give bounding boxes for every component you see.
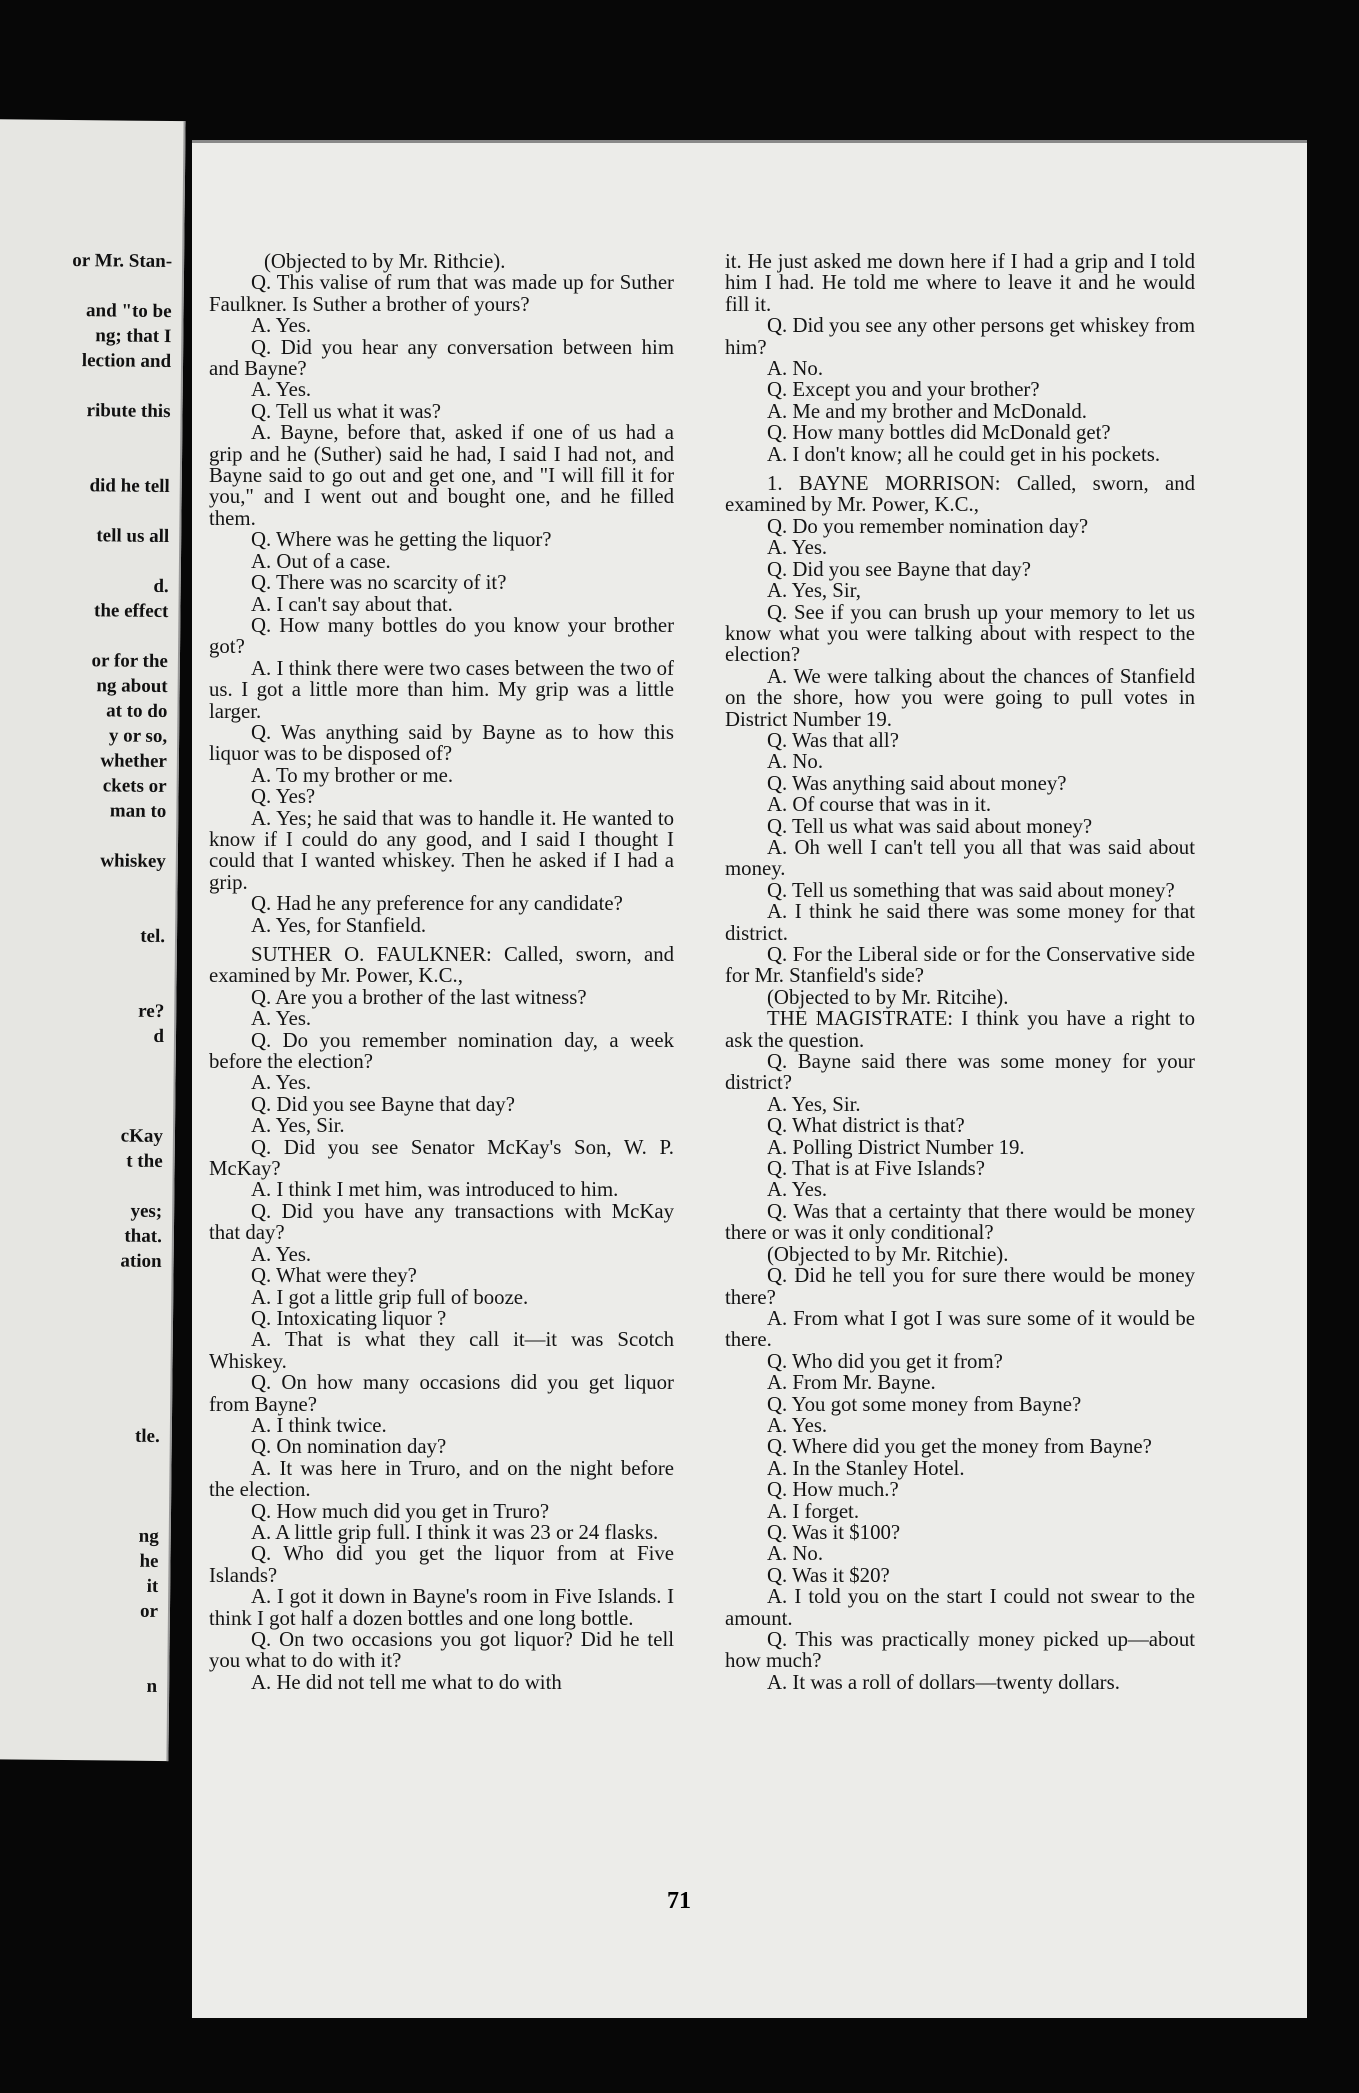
margin-fragment: ng; that I [95, 325, 172, 348]
paragraph: A. From what I got I was sure some of it would be there. [725, 1306, 1195, 1352]
margin-fragment [0, 972, 165, 999]
paragraph: A. Yes. [251, 1007, 312, 1031]
margin-fragment: man to [109, 800, 167, 823]
paragraph: Q. How many bottles did McDonald get? [767, 421, 1111, 445]
paragraph: Q. Intoxicating liquor ? [251, 1306, 447, 1330]
margin-fragment [0, 422, 170, 449]
paragraph: A. Yes. [251, 1242, 312, 1266]
paragraph: (Objected to by Mr. Rithcie). [264, 250, 506, 273]
margin-fragment [0, 1047, 164, 1074]
paragraph: A. I forget. [767, 1499, 860, 1523]
margin-fragment [0, 1322, 161, 1349]
paragraph: A. We were talking about the chances of Stanfield on the shore, how you were going to pull votes in District Number 19. [725, 664, 1195, 731]
margin-fragment: cKay [120, 1125, 164, 1147]
paragraph: A. Yes, Sir. [767, 1092, 861, 1116]
margin-fragment [0, 1472, 159, 1499]
margin-fragment [0, 1497, 159, 1524]
paragraph: A. No. [767, 1542, 824, 1566]
paragraph: Q. This was practically money picked up—about how much? [725, 1628, 1195, 1673]
paragraph: Q. On two occasions you got liquor? Did he tell you what to do with it? [209, 1628, 674, 1673]
paragraph: A. I told you on the start I could not swear to the amount. [725, 1585, 1195, 1630]
paragraph: Q. Except you and your brother? [767, 378, 1040, 402]
margin-fragment [0, 372, 171, 399]
margin-fragment: he [139, 1550, 159, 1572]
paragraph: A. Yes. [251, 1071, 312, 1095]
margin-fragment: re? [138, 1000, 165, 1023]
paragraph: A. Bayne, before that, asked if one of us had a grip and he (Suther) said he had, I said I had not, and Bayne said to go out and get one, and "I will fill it for you," and I went out and bought one, and he filled them. [209, 421, 674, 530]
facing-page-edge [0, 119, 186, 1761]
paragraph: Q. Was anything said about money? [767, 771, 1067, 795]
margin-fragment: ng [138, 1525, 159, 1547]
paragraph: Q. Where was he getting the liquor? [251, 528, 552, 552]
margin-fragment: at to do [106, 700, 168, 723]
paragraph: A. Yes, Sir, [767, 579, 861, 603]
paragraph: 1. BAYNE MORRISON: Called, sworn, and examined by Mr. Power, K.C., [725, 472, 1195, 517]
margin-fragment [0, 1797, 156, 1824]
margin-fragment [0, 497, 170, 524]
margin-fragment [0, 1097, 163, 1124]
paragraph: Q. Did you hear any conversation between him and Bayne? [209, 335, 674, 381]
margin-fragment: d [153, 1025, 165, 1048]
margin-fragment: y or so, [108, 725, 168, 748]
paragraph: A. Yes. [251, 314, 312, 338]
paragraph: A. To my brother or me. [251, 763, 454, 787]
document-page [192, 140, 1307, 2018]
paragraph: Q. Did he tell you for sure there would be money there? [725, 1264, 1195, 1309]
paragraph: Q. Tell us what was said about money? [767, 814, 1093, 838]
margin-fragment [0, 1372, 160, 1399]
margin-fragment: ation [120, 1250, 162, 1272]
right-column [725, 251, 1195, 1693]
paragraph: A. Polling District Number 19. [767, 1135, 1025, 1159]
paragraph: A. Oh well I can't tell you all that was said about money. [725, 835, 1195, 881]
paragraph: A. Of course that was in it. [767, 793, 992, 817]
facing-page-text [0, 247, 172, 1899]
paragraph: Q. Yes? [251, 785, 316, 809]
margin-fragment [0, 872, 166, 899]
margin-fragment [0, 822, 166, 849]
margin-fragment: that. [124, 1225, 163, 1247]
paragraph: A. He did not tell me what to do with [251, 1670, 562, 1694]
paragraph: it. He just asked me down here if I had a grip and I told him I had. He told me where to leave it and he would fill it. [725, 250, 1195, 316]
margin-fragment [0, 1447, 160, 1474]
paragraph: A. I think twice. [251, 1413, 387, 1437]
margin-fragment [0, 1872, 155, 1899]
paragraph: A. A little grip full. I think it was 23 or 24 flasks. [251, 1520, 659, 1544]
margin-fragment [0, 622, 168, 649]
paragraph: A. Yes, for Stanfield. [251, 913, 427, 937]
paragraph: Q. Did you see Bayne that day? [767, 557, 1031, 581]
margin-fragment: n [146, 1675, 158, 1697]
paragraph: Q. Was anything said by Bayne as to how this liquor was to be disposed of? [209, 720, 674, 766]
paragraph: A. Yes. [767, 1413, 828, 1437]
paragraph: A. From Mr. Bayne. [767, 1371, 936, 1395]
paragraph: Q. Where did you get the money from Bayne? [767, 1435, 1152, 1459]
margin-fragment [0, 1772, 156, 1799]
paragraph: Q. On how many occasions did you get liquor from Bayne? [209, 1371, 674, 1416]
paragraph: A. Yes, Sir. [251, 1114, 345, 1138]
paragraph: A. Yes. [767, 536, 828, 560]
paragraph: A. No. [767, 750, 824, 774]
paragraph: Q. What were they? [251, 1264, 417, 1288]
paragraph: A. Yes. [251, 378, 312, 402]
margin-fragment [0, 1272, 162, 1299]
margin-fragment [0, 1697, 157, 1724]
paragraph: Q. How many bottles do you know your brother got? [209, 613, 674, 659]
paragraph: (Objected to by Mr. Ritcihe). [767, 985, 1009, 1009]
paragraph: Q. Was it $20? [767, 1563, 890, 1587]
margin-fragment [0, 1072, 164, 1099]
paragraph: Q. There was no scarcity of it? [251, 571, 507, 595]
margin-fragment [0, 947, 165, 974]
paragraph: Q. Did you have any transactions with McKay that day? [209, 1199, 674, 1245]
paragraph: A. I think I met him, was introduced to him. [251, 1178, 619, 1202]
margin-fragment: did he tell [89, 475, 170, 498]
paragraph: Q. Had he any preference for any candidate? [251, 892, 623, 916]
margin-fragment [0, 447, 170, 474]
margin-fragment: or [139, 1600, 159, 1622]
margin-fragment: ckets or [102, 775, 167, 798]
paragraph: A. I don't know; all he could get in his pockets. [767, 442, 1161, 466]
paragraph: A. It was a roll of dollars—twenty dollars. [767, 1670, 1120, 1694]
margin-fragment: ng about [96, 675, 168, 698]
margin-fragment: or Mr. Stan- [72, 250, 173, 273]
paragraph: Q. Did you see Senator McKay's Son, W. P. McKay? [209, 1135, 674, 1181]
paragraph: A. No. [767, 357, 824, 381]
paragraph: Q. You got some money from Bayne? [767, 1392, 1082, 1416]
left-column [209, 251, 674, 1693]
margin-fragment [0, 1747, 157, 1774]
margin-fragment: whether [100, 750, 167, 773]
paragraph: Q. Bayne said there was some money for your district? [725, 1050, 1195, 1095]
margin-fragment [0, 272, 172, 299]
paragraph: Q. What district is that? [767, 1114, 965, 1138]
margin-fragment [0, 1647, 158, 1674]
margin-fragment: it [146, 1575, 159, 1597]
margin-fragment: the effect [93, 600, 169, 623]
paragraph: A. I can't say about that. [251, 592, 453, 616]
margin-fragment: lection and [81, 350, 172, 373]
paragraph: Q. For the Liberal side or for the Conservative side for Mr. Stanfield's side? [725, 943, 1195, 988]
margin-fragment [0, 1297, 161, 1324]
paragraph: Q. Are you a brother of the last witness? [251, 985, 587, 1009]
paragraph: Q. See if you can brush up your memory to let us know what you were talking about with respect to the election? [725, 600, 1195, 667]
margin-fragment: and "to be [85, 300, 172, 323]
paragraph: Q. Do you remember nomination day? [767, 514, 1089, 538]
page-number: 71 [667, 1888, 691, 1914]
paragraph: Q. That is at Five Islands? [767, 1157, 985, 1181]
paragraph: Q. Who did you get it from? [767, 1349, 1003, 1373]
paragraph: A. I think he said there was some money for that district. [725, 900, 1195, 945]
margin-fragment: t the [126, 1150, 163, 1172]
paragraph: Q. This valise of rum that was made up for Suther Faulkner. Is Suther a brother of yours? [209, 271, 674, 316]
paragraph: A. Out of a case. [251, 549, 391, 573]
margin-fragment: ribute this [86, 400, 171, 423]
margin-fragment [0, 1397, 160, 1424]
margin-fragment [0, 547, 169, 574]
margin-fragment [0, 1722, 157, 1749]
paragraph: A. Yes. [767, 1178, 828, 1202]
paragraph: A. I got a little grip full of booze. [251, 1285, 529, 1309]
margin-fragment: tel. [140, 925, 166, 948]
paragraph: (Objected to by Mr. Ritchie). [767, 1242, 1009, 1266]
paragraph: A. I got it down in Bayne's room in Five Islands. I think I got half a dozen bottles and one long bottle. [209, 1585, 674, 1630]
margin-fragment: d. [153, 575, 169, 598]
paragraph: Q. How much did you get in Truro? [251, 1499, 550, 1523]
margin-fragment: yes; [130, 1200, 163, 1222]
paragraph: Q. On nomination day? [251, 1435, 447, 1459]
paragraph: Q. Tell us what it was? [251, 399, 441, 423]
paragraph: A. It was here in Truro, and on the night before the election. [209, 1456, 674, 1502]
paragraph: Q. Did you see any other persons get whiskey from him? [725, 314, 1195, 359]
paragraph: Q. Was it $100? [767, 1520, 901, 1544]
margin-fragment: tell us all [96, 525, 170, 548]
margin-fragment: tle. [134, 1425, 160, 1447]
margin-fragment [0, 1822, 156, 1849]
margin-fragment [0, 1172, 163, 1199]
paragraph: THE MAGISTRATE: I think you have a right to ask the question. [725, 1007, 1195, 1052]
paragraph: Q. Do you remember nomination day, a week before the election? [209, 1028, 674, 1074]
margin-fragment [0, 897, 165, 924]
margin-fragment [0, 1347, 161, 1374]
margin-fragment [0, 1847, 155, 1874]
paragraph: Q. Was that a certainty that there would be money there or was it only conditional? [725, 1199, 1195, 1245]
margin-fragment: or for the [91, 650, 169, 673]
paragraph: A. That is what they call it—it was Scotch Whiskey. [209, 1328, 674, 1373]
paragraph: Q. Was that all? [767, 728, 899, 752]
margin-fragment: whiskey [100, 850, 166, 873]
paragraph: Q. Tell us something that was said about money? [767, 878, 1175, 902]
paragraph: A. In the Stanley Hotel. [767, 1456, 965, 1480]
paragraph: Q. How much.? [767, 1478, 899, 1502]
paragraph: A. Yes; he said that was to handle it. He wanted to know if I could do any good, and I said I thought I could that I wanted whiskey. Then he asked if I had a grip. [209, 806, 674, 894]
paragraph: Q. Did you see Bayne that day? [251, 1092, 515, 1116]
paragraph: A. I think there were two cases between the two of us. I got a little more than him. My grip was a little larger. [209, 656, 674, 723]
paragraph: A. Me and my brother and McDonald. [767, 399, 1087, 423]
margin-fragment [0, 1622, 158, 1649]
paragraph: SUTHER O. FAULKNER: Called, sworn, and examined by Mr. Power, K.C., [209, 943, 674, 988]
paragraph: Q. Who did you get the liquor from at Five Islands? [209, 1542, 674, 1587]
